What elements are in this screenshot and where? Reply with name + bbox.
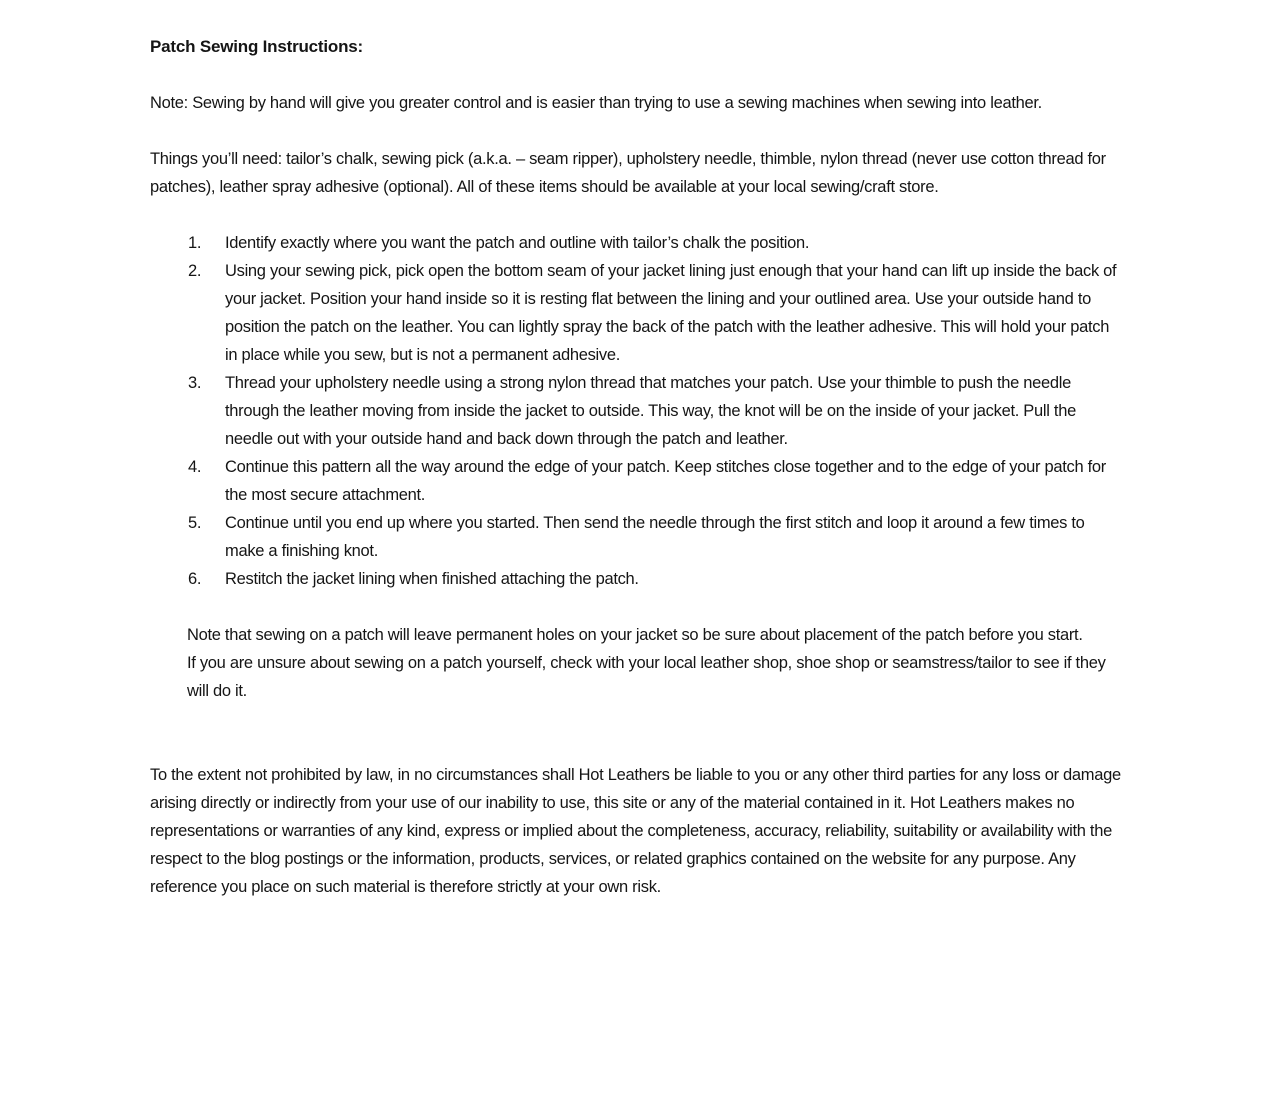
unsure-note-paragraph: If you are unsure about sewing on a patch yourself, check with your local leather shop, shoe shop or seamstress/tailor to see if they will do it. — [187, 654, 1106, 700]
instruction-step-1 — [188, 229, 1125, 257]
step-text: Restitch the jacket lining when finished attaching the patch. — [225, 570, 639, 588]
step-number: 6. — [188, 570, 202, 588]
step-text: Continue until you end up where you started. Then send the needle through the first stitch and loop it around a few times to make a finishing knot. — [225, 514, 1085, 560]
intro-note-paragraph: Note: Sewing by hand will give you greater control and is easier than trying to use a sewing machines when sewing into leather. — [150, 94, 1042, 112]
step-number: 4. — [188, 458, 202, 476]
document-title: Patch Sewing Instructions: — [150, 37, 363, 56]
step-number: 3. — [188, 374, 202, 392]
step-text: Identify exactly where you want the patch and outline with tailor’s chalk the position. — [225, 234, 810, 252]
step-text: Continue this pattern all the way around the edge of your patch. Keep stitches close together and to the edge of your patch for the most secure attachment. — [225, 458, 1106, 504]
step-number: 5. — [188, 514, 202, 532]
instruction-step-6 — [188, 565, 1125, 593]
step-number: 1. — [188, 234, 202, 252]
instruction-step-4 — [188, 453, 1125, 509]
step-text: Using your sewing pick, pick open the bottom seam of your jacket lining just enough that your hand can lift up inside the back of your jacket. Position your hand inside so it is resting flat between the lining and your outlined area. Use your outside hand to position the patch on the leather. You can lightly spray the back of the patch with the leather adhesive. This will hold your patch in place while you sew, but is not a permanent adhesive. — [225, 262, 1117, 364]
closing-notes — [187, 621, 1125, 705]
step-number: 2. — [188, 262, 202, 280]
instruction-step-5 — [188, 509, 1125, 565]
placement-note-paragraph: Note that sewing on a patch will leave permanent holes on your jacket so be sure about placement of the patch before you start. — [187, 626, 1083, 644]
step-text: Thread your upholstery needle using a strong nylon thread that matches your patch. Use your thimble to push the needle through the leather moving from inside the jacket to outside. This way, the knot will be on the inside of your jacket. Pull the needle out with your outside hand and back down through the patch and leather. — [225, 374, 1076, 448]
disclaimer-paragraph: To the extent not prohibited by law, in no circumstances shall Hot Leathers be liable to you or any other third parties for any loss or damage arising directly or indirectly from your use of our inability to use, this site or any of the material contained in it. Hot Leathers makes no representations or warranties of any kind, express or implied about the completeness, accuracy, reliability, suitability or availability with the respect to the blog postings or the information, products, services, or related graphics contained on the website for any purpose. Any reference you place on such material is therefore strictly at your own risk. — [150, 766, 1121, 896]
instruction-step-3 — [188, 369, 1125, 453]
instruction-step-2 — [188, 257, 1125, 369]
supplies-paragraph: Things you’ll need: tailor’s chalk, sewing pick (a.k.a. – seam ripper), upholstery needle, thimble, nylon thread (never use cotton thread for patches), leather spray adhesive (optional). All of these items should be available at your local sewing/craft store. — [150, 150, 1106, 196]
instruction-steps — [150, 229, 1125, 593]
